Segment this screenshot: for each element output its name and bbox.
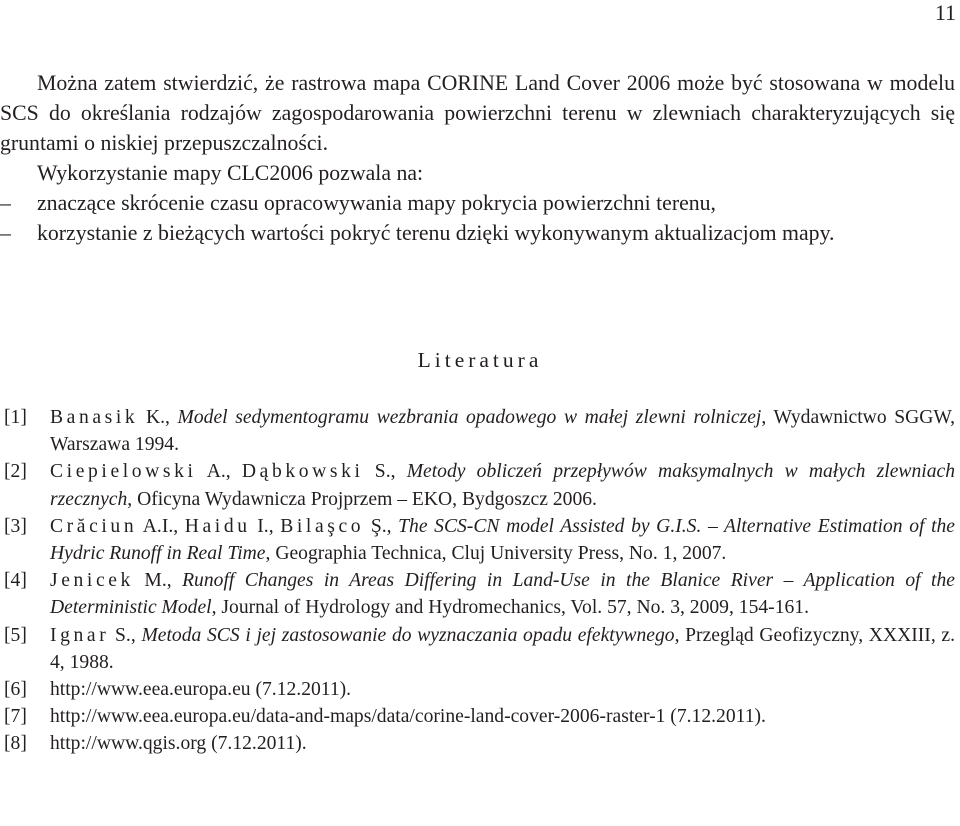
separator: , [130, 624, 142, 646]
separator: , [390, 461, 407, 483]
list-item [0, 188, 955, 218]
reference-url: http://www.eea.europa.eu (7.12.2011). [50, 679, 352, 701]
dash-marker: – [0, 191, 11, 215]
author-initials: K. [138, 407, 166, 428]
reference-publisher: , Wydawnictwo SGGW, Warszawa 1994. [50, 407, 956, 456]
reference-number: [5] [4, 624, 27, 646]
reference-number: [7] [4, 706, 27, 728]
reference-number: [1] [4, 407, 27, 428]
list-item [0, 218, 955, 248]
reference-number: [3] [4, 515, 27, 537]
author-initials: S. [109, 624, 131, 646]
reference-number: [8] [4, 733, 27, 755]
reference-title: Metoda SCS i jej zastosowanie do wyznaczania opadu efektywnego [141, 624, 675, 646]
reference-author: Ignar [50, 624, 110, 646]
reference-number: [2] [4, 461, 27, 483]
reference-item [0, 404, 955, 458]
reference-author: Dąbkowski [241, 461, 364, 483]
separator: , [166, 570, 183, 592]
list-item-text: korzystanie z bieżących wartości pokryć terenu dzięki wykonywanym aktualizacjom mapy. [37, 221, 835, 245]
reference-author: Banasik [50, 407, 139, 428]
list-item-text: znaczące skrócenie czasu opracowywania mapy pokrycia powierzchni terenu, [37, 191, 716, 215]
reference-publisher: , Przegląd Geofizyczny, XXXIII, z. 4, 1988. [50, 624, 956, 673]
author-initials: S. [363, 461, 391, 483]
reference-item [0, 676, 955, 703]
page-number: 11 [934, 0, 956, 25]
author-initials: A. [196, 461, 226, 483]
paragraph-conclusion: Można zatem stwierdzić, że rastrowa mapa CORINE Land Cover 2006 może być stosowana w modelu SCS do określania rodzajów zagospodarowania powierzchni terenu w zlewniach charakteryzujących się gruntami o niskiej przepuszczalności. [0, 71, 955, 155]
author-initials: I. [250, 515, 269, 537]
reference-title: Model sedymentogramu wezbrania opadowego w małej zlewni rolniczej [177, 407, 762, 428]
reference-list [0, 404, 955, 758]
reference-url: http://www.eea.europa.eu/data-and-maps/data/corine-land-cover-2006-raster-1 (7.12.2011). [50, 706, 766, 728]
author-initials: M. [133, 570, 167, 592]
separator: , [268, 515, 281, 537]
reference-title: Runoff Changes in Areas Differing in Land-Use in the Blanice River – Application of the Deterministic Model [50, 570, 955, 619]
reference-author: Ciepielowski [50, 461, 197, 483]
paragraph-clc-intro: Wykorzystanie mapy CLC2006 pozwala na: [37, 161, 424, 185]
literature-heading: Literatura [417, 348, 543, 372]
reference-item [0, 567, 955, 621]
reference-publisher: , Oficyna Wydawnicza Projprzem – EKO, Bydgoszcz 2006. [127, 488, 597, 510]
reference-author: Bilaşco [280, 515, 365, 537]
reference-item [0, 703, 955, 730]
reference-title: Metody obliczeń przepływów maksymalnych w małych zlewniach rzecznych [50, 461, 956, 510]
reference-publisher: , Journal of Hydrology and Hydromechanics, Vol. 57, No. 3, 2009, 154-161. [211, 597, 809, 619]
main-text [0, 68, 955, 248]
reference-author: Haidu [184, 515, 251, 537]
reference-author: Crăciun [50, 515, 138, 537]
reference-author: Jenicek [50, 570, 134, 592]
author-initials: Ş. [364, 515, 387, 537]
reference-item [0, 513, 955, 567]
reference-item [0, 458, 955, 512]
reference-publisher: , Geographia Technica, Cluj University Press, No. 1, 2007. [265, 543, 727, 565]
separator: , [225, 461, 242, 483]
reference-title: The SCS-CN model Assisted by G.I.S. – Alternative Estimation of the Hydric Runoff in Real Time [50, 515, 956, 565]
reference-item [0, 622, 955, 676]
reference-number: [4] [4, 570, 27, 592]
separator: , [165, 407, 178, 428]
reference-number: [6] [4, 679, 27, 701]
separator: , [173, 515, 185, 537]
reference-url: http://www.qgis.org (7.12.2011). [50, 733, 307, 755]
dash-marker: – [0, 221, 11, 245]
separator: , [386, 515, 399, 537]
author-initials: A.I. [137, 515, 174, 537]
reference-item [0, 730, 955, 757]
